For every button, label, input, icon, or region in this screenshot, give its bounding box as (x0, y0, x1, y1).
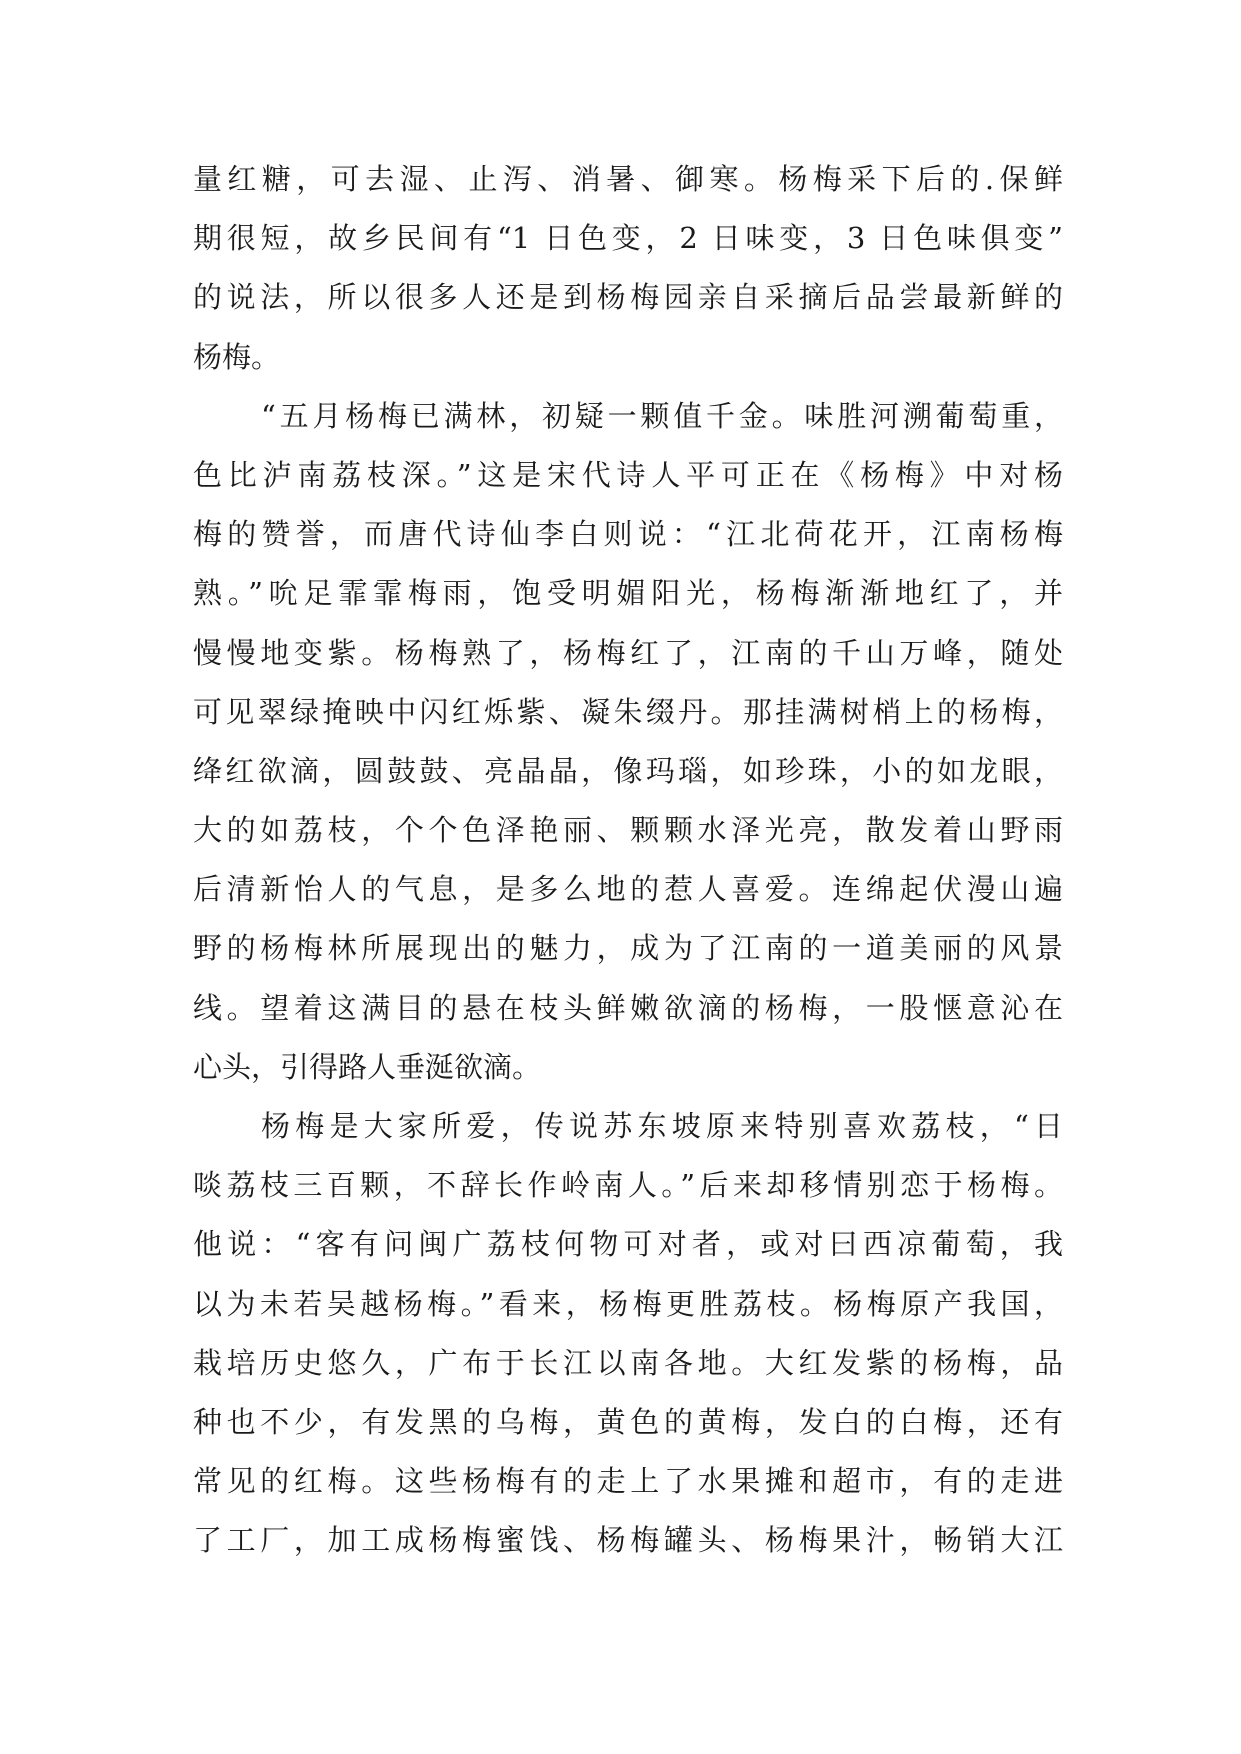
text-line: 色比泸南荔枝深。”这是宋代诗人平可正在《杨梅》中对杨 (193, 457, 1063, 492)
text-line: 常见的红梅。这些杨梅有的走上了水果摊和超市，有的走进 (193, 1464, 1063, 1499)
paragraph-start-line: 杨梅是大家所爱，传说苏东坡原来特别喜欢荔枝，“日 (261, 1109, 1063, 1143)
text-line: 绛红欲滴，圆鼓鼓、亮晶晶，像玛瑙，如珍珠，小的如龙眼， (193, 753, 1063, 788)
text-line: 心头，引得路人垂涎欲滴。 (193, 1049, 542, 1084)
text-line: 量红糖，可去湿、止泻、消暑、御寒。杨梅采下后的.保鲜 (193, 162, 1063, 196)
text-line: 野的杨梅林所展现出的魅力，成为了江南的一道美丽的风景 (193, 931, 1063, 966)
text-line: 后清新怡人的气息，是多么地的惹人喜爱。连绵起伏漫山遍 (193, 872, 1063, 907)
text-line: 栽培历史悠久，广布于长江以南各地。大红发紫的杨梅，品 (193, 1345, 1063, 1380)
text-line: 可见翠绿掩映中闪红烁紫、凝朱缀丹。那挂满树梢上的杨梅， (193, 694, 1063, 729)
text-line: 以为未若吴越杨梅。”看来，杨梅更胜荔枝。杨梅原产我国， (193, 1286, 1063, 1321)
text-line: 的说法，所以很多人还是到杨梅园亲自采摘后品尝最新鲜的 (193, 280, 1063, 315)
text-line: 他说：“客有问闽广荔枝何物可对者，或对曰西凉葡萄，我 (193, 1227, 1063, 1262)
text-line: 熟。”吮足霏霏梅雨，饱受明媚阳光，杨梅渐渐地红了，并 (193, 576, 1063, 611)
text-line: 期很短，故乡民间有“1 日色变，2 日味变，3 日色味俱变” (193, 221, 1063, 256)
text-line: 了工厂，加工成杨梅蜜饯、杨梅罐头、杨梅果汁，畅销大江 (193, 1523, 1063, 1558)
body-text (193, 150, 1063, 1571)
text-line: 线。望着这满目的悬在枝头鲜嫩欲滴的杨梅，一股惬意沁在 (193, 990, 1063, 1025)
text-line: 大的如荔枝，个个色泽艳丽、颗颗水泽光亮，散发着山野雨 (193, 813, 1063, 848)
text-line: 杨梅。 (193, 339, 281, 374)
text-line: 梅的赞誉，而唐代诗仙李白则说：“江北荷花开，江南杨梅 (193, 517, 1063, 552)
text-line: 慢慢地变紫。杨梅熟了，杨梅红了，江南的千山万峰，随处 (193, 635, 1063, 670)
paragraph-start-line: “五月杨梅已满林，初疑一颗值千金。味胜河溯葡萄重， (261, 398, 1063, 433)
text-line: 啖荔枝三百颗，不辞长作岭南人。”后来却移情别恋于杨梅。 (193, 1168, 1063, 1203)
text-line: 种也不少，有发黑的乌梅，黄色的黄梅，发白的白梅，还有 (193, 1404, 1063, 1439)
